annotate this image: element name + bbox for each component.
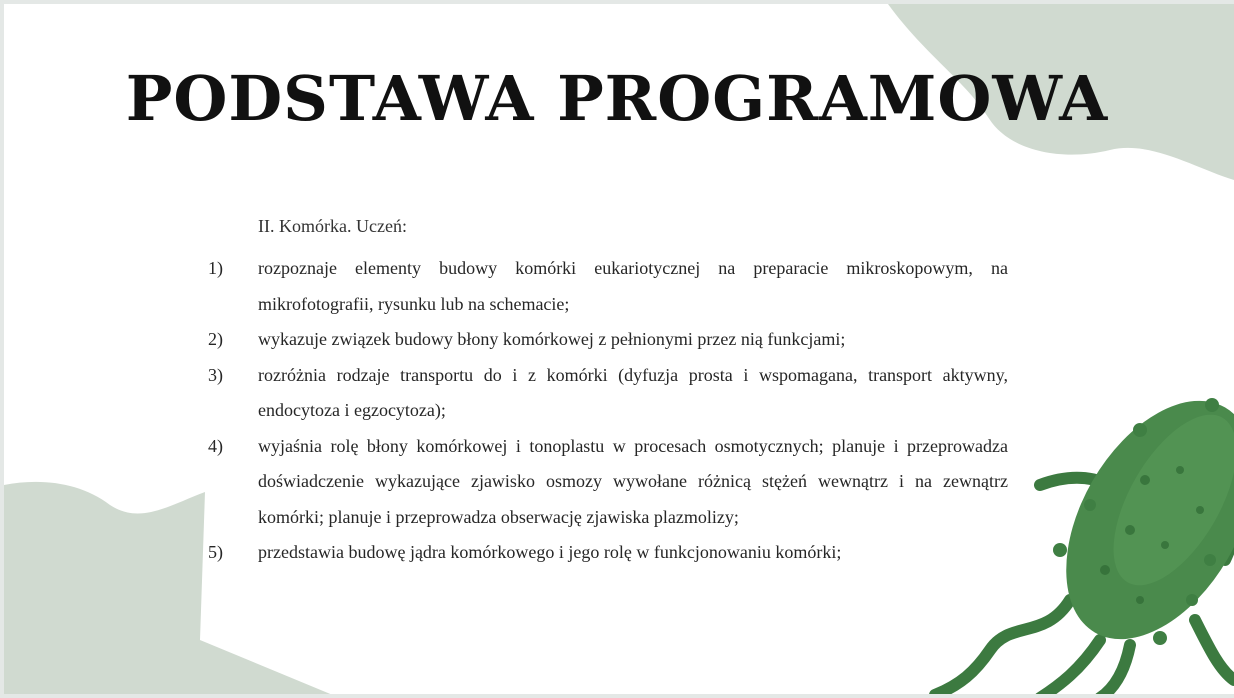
list-item-number: 4) xyxy=(208,435,223,456)
list-item xyxy=(208,322,1008,358)
section-heading: II. Komórka. Uczeń: xyxy=(258,216,407,236)
list-item-number: 3) xyxy=(208,364,223,385)
curriculum-list xyxy=(208,251,1008,571)
list-item xyxy=(208,429,1008,536)
list-item-number: 5) xyxy=(208,542,223,562)
list-item-text: wyjaśnia rolę błony komórkowej i tonoplastu w procesach osmotycznych; planuje i przeprowadza doświadczenie wykazujące zjawisko osmozy wywołane różnicą stężeń wewnątrz i na zewnątrz komórki; planuje i przeprowadza obserwację zjawiska plazmolizy; xyxy=(258,435,1008,527)
slide-title: PODSTAWA PROGRAMOWA xyxy=(125,62,1109,135)
list-item-text: rozpoznaje elementy budowy komórki eukariotycznej na preparacie mikroskopowym, na mikrofotografii, rysunku lub na schemacie; xyxy=(258,258,1008,314)
list-item xyxy=(208,358,1008,429)
list-item xyxy=(208,535,1008,571)
list-item-text: przedstawia budowę jądra komórkowego i jego rolę w funkcjonowaniu komórki; xyxy=(258,542,842,562)
list-item-text: rozróżnia rodzaje transportu do i z komórki (dyfuzja prosta i wspomagana, transport aktywny, endocytoza i egzocytoza); xyxy=(258,364,1008,420)
frame-top-border xyxy=(0,0,1234,4)
list-item-text: wykazuje związek budowy błony komórkowej z pełnionymi przez nią funkcjami; xyxy=(258,329,846,349)
frame-bottom-border xyxy=(0,694,1234,698)
list-item-number: 2) xyxy=(208,329,223,349)
list-item xyxy=(208,251,1008,322)
list-item-number: 1) xyxy=(208,258,223,278)
